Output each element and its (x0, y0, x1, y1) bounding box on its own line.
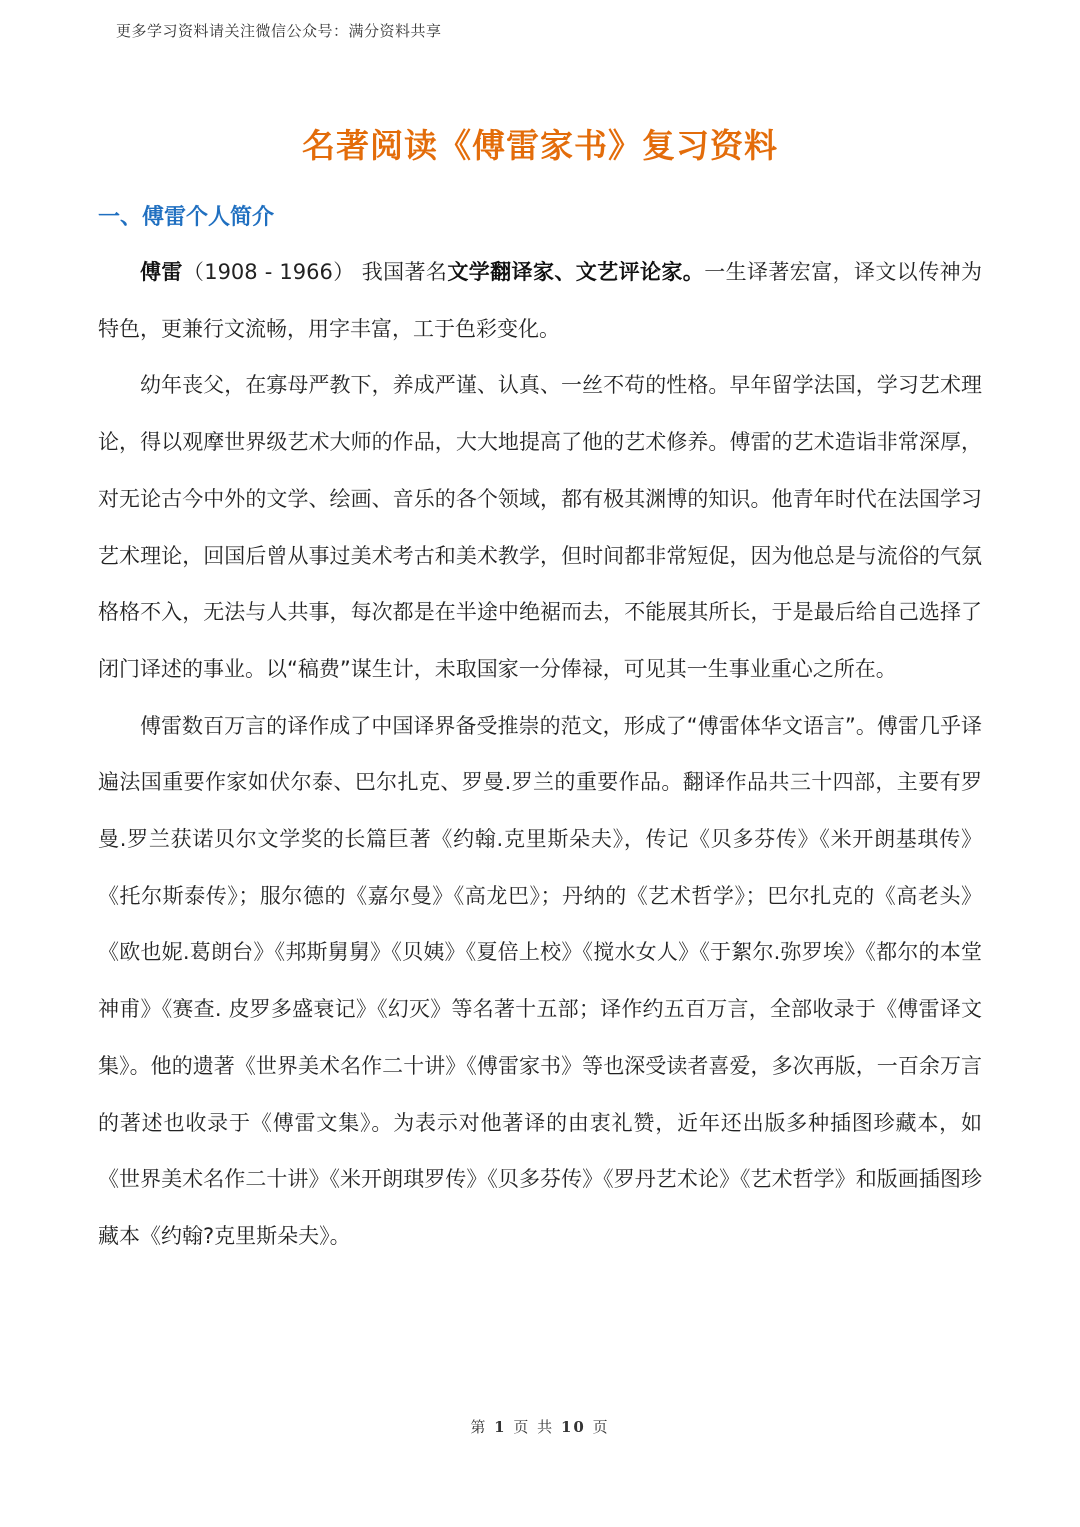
page-current: 1 (494, 1418, 507, 1436)
page-total: 10 (560, 1418, 586, 1436)
paragraph-1 (98, 244, 982, 357)
document-body (98, 244, 982, 1265)
paragraph-2: 幼年丧父，在寡母严教下，养成严谨、认真、一丝不苟的性格。早年留学法国，学习艺术理论，得以观摩世界级艺术大师的作品，大大地提高了他的艺术修养。傅雷的艺术造诣非常深厚，对无论古今中外的文学、绘画、音乐的各个领域，都有极其渊博的知识。他青年时代在法国学习艺术理论，回国后曾从事过美术考古和美术教学，但时间都非常短促，因为他总是与流俗的气氛格格不入，无法与人共事，每次都是在半途中绝裾而去，不能展其所长，于是最后给自己选择了闭门译述的事业。以“稿费”谋生计，未取国家一分俸禄，可见其一生事业重心之所在。 (98, 373, 982, 681)
page-label-prefix: 第 (470, 1418, 488, 1436)
paragraph-3: 傅雷数百万言的译作成了中国译界备受推崇的范文，形成了“傅雷体华文语言”。傅雷几乎译遍法国重要作家如伏尔泰、巴尔扎克、罗曼.罗兰的重要作品。翻译作品共三十四部，主要有罗曼.罗兰获诺贝尔文学奖的长篇巨著《约翰.克里斯朵夫》，传记《贝多芬传》《米开朗基琪传》《托尔斯泰传》；服尔德的《嘉尔曼》《高龙巴》；丹纳的《艺术哲学》；巴尔扎克的《高老头》《欧也妮.葛朗台》《邦斯舅舅》《贝姨》《夏倍上校》《搅水女人》《于絮尔.弥罗埃》《都尔的本堂神甫》《赛查. 皮罗多盛衰记》《幻灭》等名著十五部；译作约五百万言，全部收录于《傅雷译文集》。他的遗著《世界美术名作二十讲》《傅雷家书》等也深受读者喜爱，多次再版，一百余万言的著述也收录于《傅雷文集》。为表示对他著译的由衷礼赞，近年还出版多种插图珍藏本，如《世界美术名作二十讲》《米开朗琪罗传》《贝多芬传》《罗丹艺术论》《艺术哲学》和版画插图珍藏本《约翰?克里斯朵夫》。 (98, 713, 982, 1248)
document-title: 名著阅读《傅雷家书》复习资料 (302, 126, 778, 165)
page-label-suffix: 页 (592, 1418, 610, 1436)
section-heading: 一、傅雷个人简介 (98, 205, 275, 230)
bio-name: 傅雷 (140, 260, 183, 284)
page-label-mid: 页 共 (513, 1418, 555, 1436)
header-note: 更多学习资料请关注微信公众号：满分资料共享 (116, 22, 442, 40)
bio-summary: 一生译著宏富，译文以传神为特色，更兼行文流畅，用字丰富，工于色彩变化。 (98, 260, 983, 341)
bio-years: （1908 - 1966） 我国著名 (182, 260, 448, 284)
page-number (0, 1416, 1080, 1437)
bio-roles: 文学翻译家、文艺评论家。 (447, 260, 705, 284)
